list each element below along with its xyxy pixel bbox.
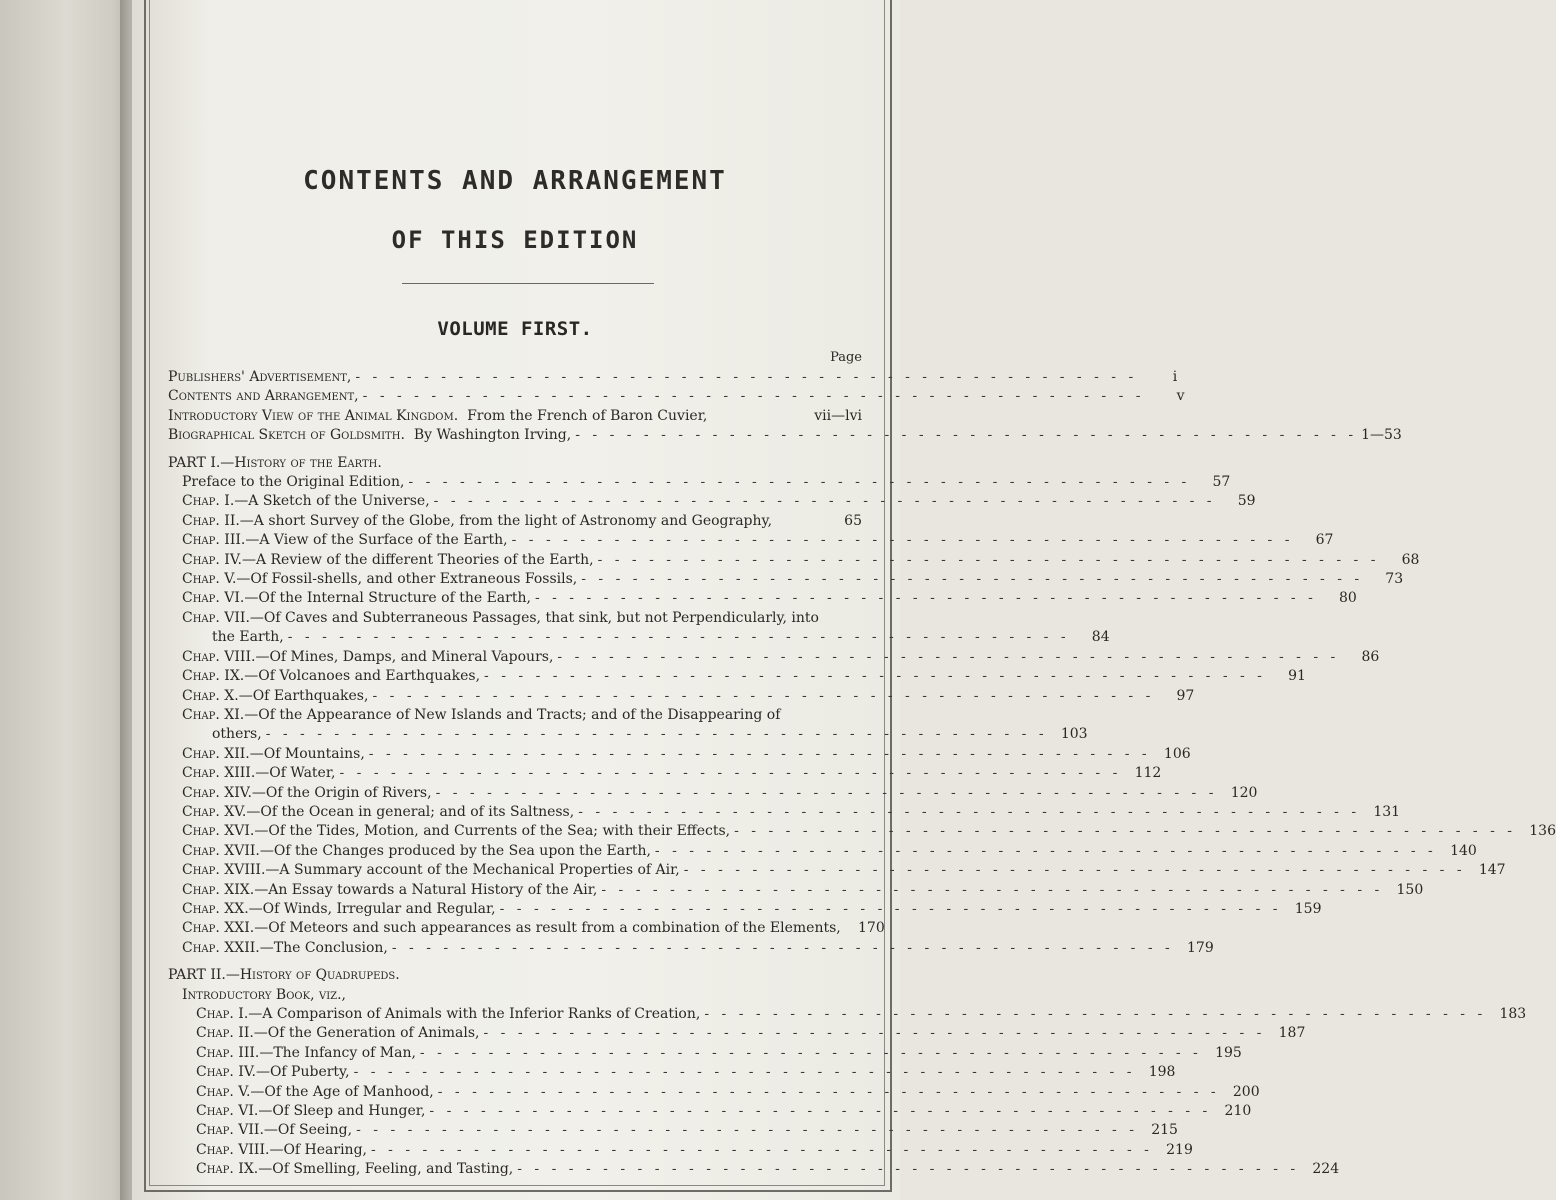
chapter-title: —Of Winds, Irregular and Regular, <box>248 900 496 917</box>
chapter-entry <box>168 589 1357 608</box>
page-number: 195 <box>1215 1044 1242 1061</box>
page-number: 97 <box>1176 687 1195 704</box>
chapter-title: —A View of the Surface of the Earth, <box>245 532 508 549</box>
page-number: 187 <box>1278 1025 1306 1042</box>
chapter-number: Chap. IV. <box>196 1064 256 1081</box>
dot-leader: - - - - - - - - - - - - - - - - - - - - - - - - - - - - - - - - - - - - - - - - - - - - - - <box>433 493 1216 510</box>
page-number: 224 <box>1312 1161 1340 1178</box>
dot-leader: - - - - - - - - - - - - - - - - - - - - - - - - - - - - - - - - - - - - - - - - - - - - - - <box>356 1122 1138 1139</box>
chapter-entry <box>168 784 1258 803</box>
part-number: PART II.— <box>168 967 240 984</box>
dot-leader: - - - - - - - - - - - - - - - - - - - - - - - - - - - - - - - - - - - - - - - - - - - - - - <box>353 1064 1136 1081</box>
page-number: 183 <box>1499 1006 1527 1022</box>
chapter-title: —Of Puberty, <box>255 1064 350 1081</box>
chapter-entry <box>168 939 1214 958</box>
page-number: i <box>1172 369 1178 385</box>
section-heading <box>168 986 862 1005</box>
chapter-title: —Of Sleep and Hunger, <box>258 1103 426 1120</box>
page-number: 170 <box>858 920 885 937</box>
dot-leader: - - - - - - - - - - - - - - - - - - - - - - - - - - - - - - - - - - - - - - - - - - - - - - <box>483 1025 1266 1042</box>
entry-title <box>182 881 597 900</box>
facing-page <box>0 0 132 1200</box>
chapter-number: Chap. XV. <box>182 803 247 820</box>
entry-title-continued: the Earth, <box>212 629 284 646</box>
chapter-entry <box>168 648 1380 667</box>
chapter-entry <box>168 1083 1260 1102</box>
chapter-title: —Of the Tides, Motion, and Currents of the Sea; with their Effects, <box>254 823 731 840</box>
entry-title <box>182 551 594 570</box>
page-number: 150 <box>1396 881 1424 898</box>
entry-title <box>168 407 707 426</box>
entry-title <box>182 939 388 958</box>
dot-leader: - - - - - - - - - - - - - - - - - - - - - - - - - - - - - - - - - - - - - - - - - - - - - - <box>355 369 1138 385</box>
toc-entry <box>168 387 1185 406</box>
entry-title <box>196 1063 350 1082</box>
entry-title <box>196 1141 367 1160</box>
dot-leader: - - - - - - - - - - - - - - - - - - - - - - - - - - - - - - - - - - - - - - - - - - - - - - <box>534 590 1317 607</box>
dot-leader: - - - - - - - - - - - - - - - - - - - - - - - - - - - - - - - - - - - - - - - - - - - - - - <box>517 1161 1300 1178</box>
part-number: PART I.— <box>168 454 235 471</box>
entry-title <box>196 1024 480 1043</box>
entry-title <box>182 745 365 764</box>
dot-leader: - - - - - - - - - - - - - - - - - - - - - - - - - - - - - - - - - - - - - - - - - - - - - - <box>704 1006 1487 1022</box>
chapter-title: —A short Survey of the Globe, from the light of Astronomy and Geography, <box>239 512 773 529</box>
chapter-entry <box>168 822 1556 841</box>
entry-title <box>182 667 480 686</box>
page-number: 73 <box>1385 571 1404 588</box>
dot-leader: - - - - - - - - - - - - - - - - - - - - - - - - - - - - - - - - - - - - - - - - - - - - - - <box>683 862 1466 879</box>
dot-leader: - - - - - - - - - - - - - - - - - - - - - - - - - - - - - - - - - - - - - - - - - - - - - - <box>654 842 1437 859</box>
page-number: 112 <box>1134 765 1162 782</box>
introductory-book-label: Introductory Book, viz., <box>182 986 346 1003</box>
chapter-number: Chap. VII. <box>182 609 250 626</box>
chapter-entry <box>168 667 1306 686</box>
dot-leader: - - - - - - - - - - - - - - - - - - - - - - - - - - - - - - - - - - - - - - - - - - - - - - <box>368 745 1151 762</box>
entry-title <box>182 803 574 822</box>
entry-title <box>196 1121 352 1140</box>
page-number: 159 <box>1294 900 1322 917</box>
part-name: History of Quadrupeds. <box>239 967 400 984</box>
entry-title <box>182 764 335 783</box>
chapter-number: Chap. II. <box>182 512 240 529</box>
chapter-title: —Of Seeing, <box>263 1122 353 1139</box>
page-column-label: Page <box>830 350 862 365</box>
chapter-number: Chap. VI. <box>182 590 245 607</box>
chapter-number: Chap. III. <box>196 1044 260 1061</box>
chapter-entry <box>168 900 1322 919</box>
page-number: 68 <box>1401 551 1420 568</box>
chapter-entry <box>168 687 1195 706</box>
chapter-title: —Of the Age of Manhood, <box>250 1083 434 1100</box>
chapter-number: Chap. III. <box>182 532 246 549</box>
chapter-entry <box>168 745 1191 764</box>
entry-title <box>196 1044 416 1063</box>
chapter-entry <box>168 881 1424 900</box>
dot-leader: - - - - - - - - - - - - - - - - - - - - - - - - - - - - - - - - - - - - - - - - - - - - - - <box>597 551 1380 568</box>
chapter-number: Chap. IX. <box>196 1161 259 1178</box>
page-number: 136 <box>1529 823 1556 840</box>
page-number: v <box>1176 388 1185 405</box>
entry-title-main: Biographical Sketch of Goldsmith. <box>168 427 405 444</box>
toc-entry <box>168 473 1231 492</box>
dot-leader: - - - - - - - - - - - - - - - - - - - - - - - - - - - - - - - - - - - - - - - - - - - - - - <box>484 668 1266 685</box>
chapter-number: Chap. XI. <box>182 706 245 723</box>
entry-title <box>182 648 553 667</box>
chapter-number: Chap. XIX. <box>182 881 255 898</box>
toc-entry <box>168 407 862 426</box>
chapter-title: —Of the Ocean in general; and of its Saltness, <box>246 803 575 820</box>
page-number: 179 <box>1187 939 1214 956</box>
chapter-number: Chap. XVII. <box>182 842 260 859</box>
chapter-entry <box>168 861 1506 880</box>
part-name: History of the Earth. <box>234 454 382 471</box>
entry-title <box>182 609 819 628</box>
page-number: 210 <box>1224 1103 1252 1120</box>
entry-title <box>182 492 430 511</box>
chapter-entry <box>168 1160 1340 1179</box>
chapter-entry <box>168 1005 1527 1024</box>
page-number: 65 <box>844 512 862 529</box>
chapter-number: Chap. XVIII. <box>182 862 266 879</box>
chapter-entry <box>168 1102 1252 1121</box>
entry-title <box>182 900 496 919</box>
dot-leader: - - - - - - - - - - - - - - - - - - - - - - - - - - - - - - - - - - - - - - - - - - - - - - <box>419 1044 1202 1061</box>
chapter-entry-continuation <box>168 725 1088 744</box>
page-number: 215 <box>1151 1122 1178 1139</box>
chapter-number: Chap. VIII. <box>182 648 256 665</box>
dot-leader: - - - - - - - - - - - - - - - - - - - - - - - - - - - - - - - - - - - - - - - - - - - - - - <box>362 388 1145 405</box>
entry-title: Publishers' Advertisement, <box>168 369 352 385</box>
page-number: 91 <box>1288 668 1306 685</box>
page-number: 120 <box>1230 784 1258 801</box>
chapter-title: —Of Fossil-shells, and other Extraneous Fossils, <box>236 571 578 588</box>
dot-leader: - - - - - - - - - - - - - - - - - - - - - - - - - - - - - - - - - - - - - - - - - - - - - - <box>734 823 1516 840</box>
page-number: 147 <box>1478 862 1506 879</box>
chapter-entry <box>168 764 1162 783</box>
entry-title <box>182 706 780 725</box>
chapter-title: —Of the Origin of Rivers, <box>251 784 432 801</box>
chapter-entry <box>168 842 1477 861</box>
chapter-number: Chap. I. <box>196 1006 249 1022</box>
chapter-entry <box>168 1044 1242 1063</box>
chapter-title: —Of Water, <box>255 765 336 782</box>
chapter-entry <box>168 609 862 628</box>
chapter-number: Chap. V. <box>196 1083 251 1100</box>
chapter-number: Chap. XIV. <box>182 784 252 801</box>
toc-entry <box>168 426 1402 445</box>
chapter-entry <box>168 803 1401 822</box>
entry-title <box>196 1160 513 1179</box>
chapter-entry <box>168 512 862 531</box>
page-number: 59 <box>1237 493 1256 510</box>
part-title <box>168 454 382 473</box>
dot-leader: - - - - - - - - - - - - - - - - - - - - - - - - - - - - - - - - - - - - - - - - - - - - - - <box>601 881 1384 898</box>
entry-title <box>182 842 651 861</box>
chapter-title: —An Essay towards a Natural History of the Air, <box>254 881 598 898</box>
title-rule <box>402 283 654 284</box>
dot-leader: - - - - - - - - - - - - - - - - - - - - - - - - - - - - - - - - - - - - - - - - - - - - - - <box>581 571 1364 588</box>
chapter-title: —A Sketch of the Universe, <box>234 493 430 510</box>
chapter-title: —Of Meteors and such appearances as result from a combination of the Elements, <box>254 920 841 937</box>
chapter-number: Chap. IV. <box>182 551 242 568</box>
chapter-number: Chap. I. <box>182 493 235 510</box>
chapter-title: —Of Caves and Subterraneous Passages, that sink, but not Perpendicularly, into <box>249 609 819 626</box>
table-of-contents <box>168 368 1556 1180</box>
dot-leader: - - - - - - - - - - - - - - - - - - - - - - - - - - - - - - - - - - - - - - - - - - - - - - <box>429 1103 1212 1120</box>
chapter-number: Chap. V. <box>182 571 237 588</box>
dot-leader: - - - - - - - - - - - - - - - - - - - - - - - - - - - - - - - - - - - - - - - - - - - - - - <box>339 765 1122 782</box>
entry-title: Contents and Arrangement, <box>168 388 359 405</box>
part-heading <box>168 966 862 985</box>
chapter-entry <box>168 570 1404 589</box>
entry-title-extra: By Washington Irving, <box>413 427 572 444</box>
chapter-number: Chap. XXI. <box>182 920 255 937</box>
chapter-title: —A Comparison of Animals with the Inferior Ranks of Creation, <box>248 1006 701 1022</box>
chapter-number: Chap. XIII. <box>182 765 256 782</box>
page-number: 103 <box>1060 726 1088 743</box>
chapter-entry <box>168 1024 1306 1043</box>
chapter-title: —Of Smelling, Feeling, and Tasting, <box>258 1161 514 1178</box>
chapter-entry <box>168 1141 1193 1160</box>
chapter-title: —Of the Changes produced by the Sea upon the Earth, <box>259 842 651 859</box>
dot-leader: - - - - - - - - - - - - - - - - - - - - - - - - - - - - - - - - - - - - - - - - - - - - - - <box>437 1083 1220 1100</box>
entry-title <box>182 919 841 938</box>
page-number: 131 <box>1373 803 1401 820</box>
dot-leader: - - - - - - - - - - - - - - - - - - - - - - - - - - - - - - - - - - - - - - - - - - - - - - <box>371 1141 1153 1158</box>
chapter-entry <box>168 706 862 725</box>
part-heading <box>168 454 862 473</box>
dot-leader: - - - - - - - - - - - - - - - - - - - - - - - - - - - - - - - - - - - - - - - - - - - - - - <box>435 784 1218 801</box>
chapter-entry-continuation <box>168 628 1110 647</box>
dot-leader: - - - - - - - - - - - - - - - - - - - - - - - - - - - - - - - - - - - - - - - - - - - - - - <box>575 427 1358 444</box>
dot-leader: - - - - - - - - - - - - - - - - - - - - - - - - - - - - - - - - - - - - - - - - - - - - - - <box>391 939 1174 956</box>
page-number: 198 <box>1148 1064 1176 1081</box>
chapter-number: Chap. XX. <box>182 900 249 917</box>
page-number: 80 <box>1338 590 1357 607</box>
dot-leader: - - - - - - - - - - - - - - - - - - - - - - - - - - - - - - - - - - - - - - - - - - - - - - <box>511 532 1294 549</box>
page-number: 67 <box>1315 532 1334 549</box>
dot-leader: - - - - - - - - - - - - - - - - - - - - - - - - - - - - - - - - - - - - - - - - - - - - - - <box>499 900 1282 917</box>
part-title <box>168 966 400 985</box>
chapter-title: —Of Hearing, <box>269 1141 367 1158</box>
page-number: 140 <box>1450 842 1477 859</box>
entry-title-continued: others, <box>212 726 262 743</box>
entry-title <box>182 822 730 841</box>
chapter-title: —Of the Internal Structure of the Earth, <box>244 590 531 607</box>
dot-leader: - - - - - - - - - - - - - - - - - - - - - - - - - - - - - - - - - - - - - - - - - - - - - - <box>408 474 1191 491</box>
page-number: 1—53 <box>1361 427 1402 444</box>
entry-title-main: Introductory View of the Animal Kingdom. <box>168 407 459 424</box>
page-number: vii—lvi <box>814 407 862 424</box>
page-number: 200 <box>1232 1083 1260 1100</box>
chapter-number: Chap. XXII. <box>182 939 260 956</box>
chapter-entry <box>168 551 1420 570</box>
toc-entry <box>168 368 1178 387</box>
dot-leader: - - - - - - - - - - - - - - - - - - - - - - - - - - - - - - - - - - - - - - - - - - - - - - <box>578 803 1361 820</box>
chapter-entry <box>168 919 885 938</box>
chapter-entry <box>168 1063 1176 1082</box>
page-number: 86 <box>1361 648 1380 665</box>
chapter-title: —A Summary account of the Mechanical Properties of Air, <box>265 862 680 879</box>
entry-title: Preface to the Original Edition, <box>182 474 405 491</box>
entry-title <box>196 1102 425 1121</box>
chapter-title: —The Conclusion, <box>259 939 388 956</box>
entry-title <box>196 1083 434 1102</box>
entry-title <box>182 861 680 880</box>
chapter-number: Chap. XVI. <box>182 823 255 840</box>
chapter-number: Chap. X. <box>182 687 239 704</box>
chapter-number: Chap. VII. <box>196 1122 264 1139</box>
entry-title <box>182 531 508 550</box>
entry-title <box>182 589 531 608</box>
page-number: 84 <box>1091 629 1110 646</box>
page-number: 219 <box>1166 1141 1193 1158</box>
dot-leader: - - - - - - - - - - - - - - - - - - - - - - - - - - - - - - - - - - - - - - - - - - - - - - <box>372 687 1155 704</box>
chapter-entry <box>168 531 1334 550</box>
entry-title <box>182 687 368 706</box>
chapter-number: Chap. II. <box>196 1025 254 1042</box>
page-number: 57 <box>1212 474 1231 491</box>
entry-title <box>196 1005 700 1024</box>
entry-title <box>182 512 772 531</box>
entry-title <box>182 784 432 803</box>
chapter-title: —Of Earthquakes, <box>238 687 369 704</box>
chapter-title: —The Infancy of Man, <box>259 1044 416 1061</box>
entry-title <box>168 426 571 445</box>
chapter-entry <box>168 1121 1178 1140</box>
page-title: CONTENTS AND ARRANGEMENT <box>303 166 727 196</box>
page-number: 106 <box>1163 745 1191 762</box>
entry-title-extra: From the French of Baron Cuvier, <box>467 407 708 424</box>
chapter-title: —Of Mountains, <box>249 745 365 762</box>
chapter-number: Chap. IX. <box>182 668 245 685</box>
dot-leader: - - - - - - - - - - - - - - - - - - - - - - - - - - - - - - - - - - - - - - - - - - - - - - <box>287 629 1070 646</box>
chapter-title: —Of the Generation of Animals, <box>253 1025 480 1042</box>
page-subtitle: OF THIS EDITION <box>391 226 639 254</box>
chapter-title: —Of Volcanoes and Earthquakes, <box>244 668 481 685</box>
dot-leader: - - - - - - - - - - - - - - - - - - - - - - - - - - - - - - - - - - - - - - - - - - - - - - <box>265 726 1048 743</box>
chapter-number: Chap. VI. <box>196 1103 259 1120</box>
chapter-title: —Of the Appearance of New Islands and Tracts; and of the Disappearing of <box>244 706 781 723</box>
chapter-title: —A Review of the different Theories of the Earth, <box>241 551 594 568</box>
volume-heading: VOLUME FIRST. <box>437 318 593 340</box>
entry-title <box>182 570 577 589</box>
chapter-title: —Of Mines, Damps, and Mineral Vapours, <box>255 648 554 665</box>
chapter-entry <box>168 492 1256 511</box>
dot-leader: - - - - - - - - - - - - - - - - - - - - - - - - - - - - - - - - - - - - - - - - - - - - - - <box>557 648 1340 665</box>
chapter-number: Chap. XII. <box>182 745 250 762</box>
chapter-number: Chap. VIII. <box>196 1141 270 1158</box>
